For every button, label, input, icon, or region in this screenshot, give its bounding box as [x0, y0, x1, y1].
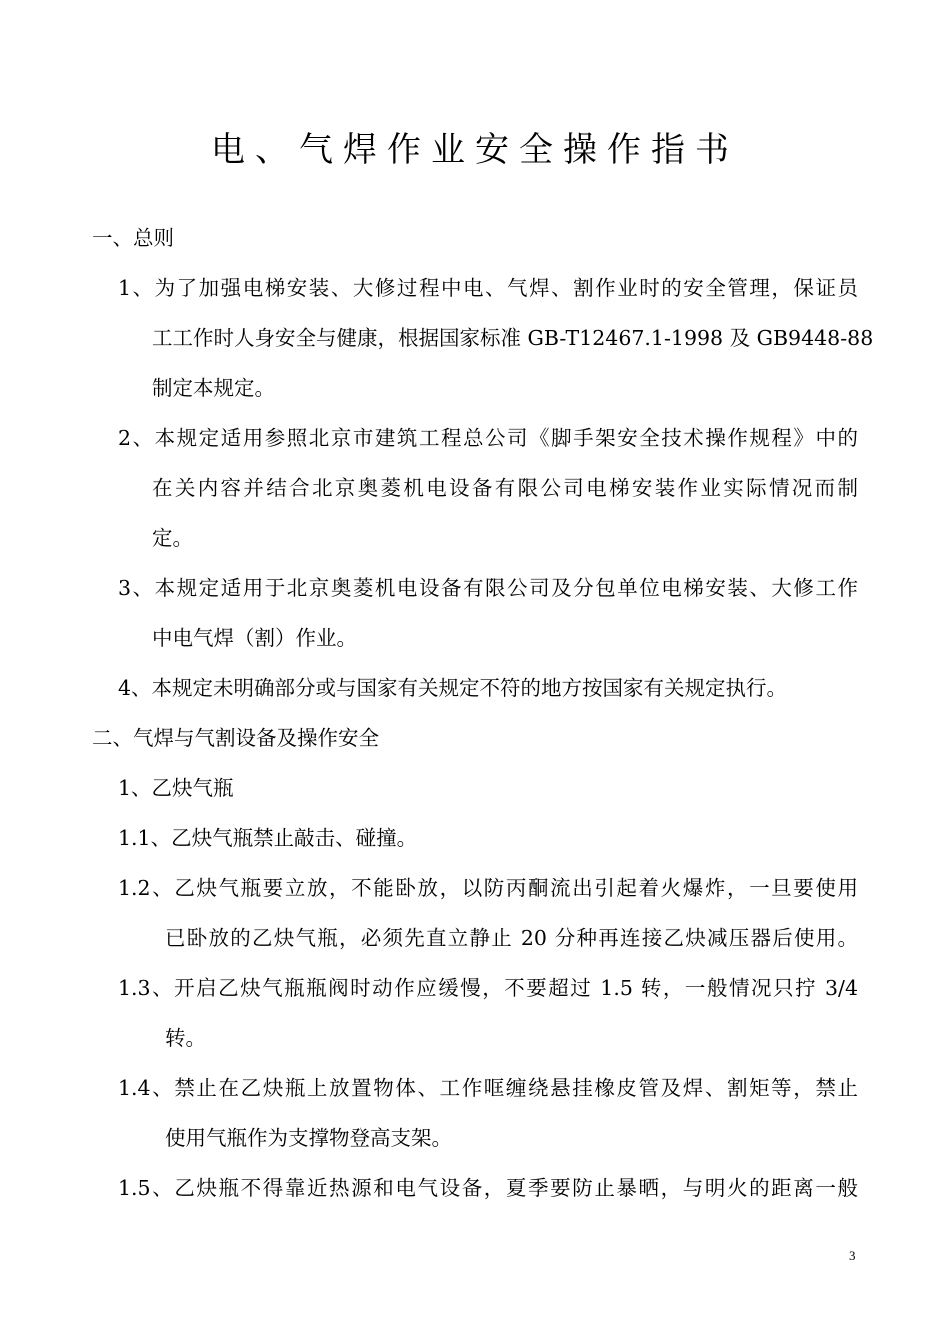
paragraph-line: 已卧放的乙炔气瓶，必须先直立静止 20 分种再连接乙炔减压器后使用。 [165, 926, 858, 950]
paragraph-line: 1、为了加强电梯安装、大修过程中电、气焊、割作业时的安全管理，保证员 [118, 276, 858, 300]
paragraph-line: 工工作时人身安全与健康，根据国家标准 GB-T12467.1-1998 及 GB9448-88 [152, 326, 874, 350]
paragraph-line: 2、本规定适用参照北京市建筑工程总公司《脚手架安全技术操作规程》中的 [118, 426, 858, 450]
paragraph-line: 中电气焊（割）作业。 [152, 626, 357, 650]
document-title: 电、气焊作业安全操作指书 [211, 130, 739, 170]
paragraph-line: 1.5、乙炔瓶不得靠近热源和电气设备，夏季要防止暴晒，与明火的距离一般 [118, 1176, 858, 1200]
subsection-heading: 1、乙炔气瓶 [118, 776, 234, 800]
paragraph-line: 转。 [165, 1026, 206, 1050]
paragraph-line: 制定本规定。 [152, 376, 275, 400]
paragraph-line: 1.4、禁止在乙炔瓶上放置物体、工作哐缠绕悬挂橡皮管及焊、割矩等，禁止 [118, 1076, 858, 1100]
section-heading-general: 一、总则 [92, 226, 174, 250]
section-heading-gas-welding: 二、气焊与气割设备及操作安全 [92, 726, 379, 750]
paragraph-line: 3、本规定适用于北京奥菱机电设备有限公司及分包单位电梯安装、大修工作 [118, 576, 858, 600]
paragraph-line: 在关内容并结合北京奥菱机电设备有限公司电梯安装作业实际情况而制 [152, 476, 858, 500]
page-number: 3 [849, 1248, 856, 1263]
paragraph-line: 1.3、开启乙炔气瓶瓶阀时动作应缓慢，不要超过 1.5 转，一般情况只拧 3/4 [118, 976, 858, 1000]
paragraph-line: 1.2、乙炔气瓶要立放，不能卧放，以防丙酮流出引起着火爆炸，一旦要使用 [118, 876, 858, 900]
paragraph-line: 使用气瓶作为支撑物登高支架。 [165, 1126, 452, 1150]
paragraph-line: 4、本规定未明确部分或与国家有关规定不符的地方按国家有关规定执行。 [118, 676, 788, 700]
paragraph-line: 定。 [152, 526, 193, 550]
paragraph-line: 1.1、乙炔气瓶禁止敲击、碰撞。 [118, 826, 418, 850]
